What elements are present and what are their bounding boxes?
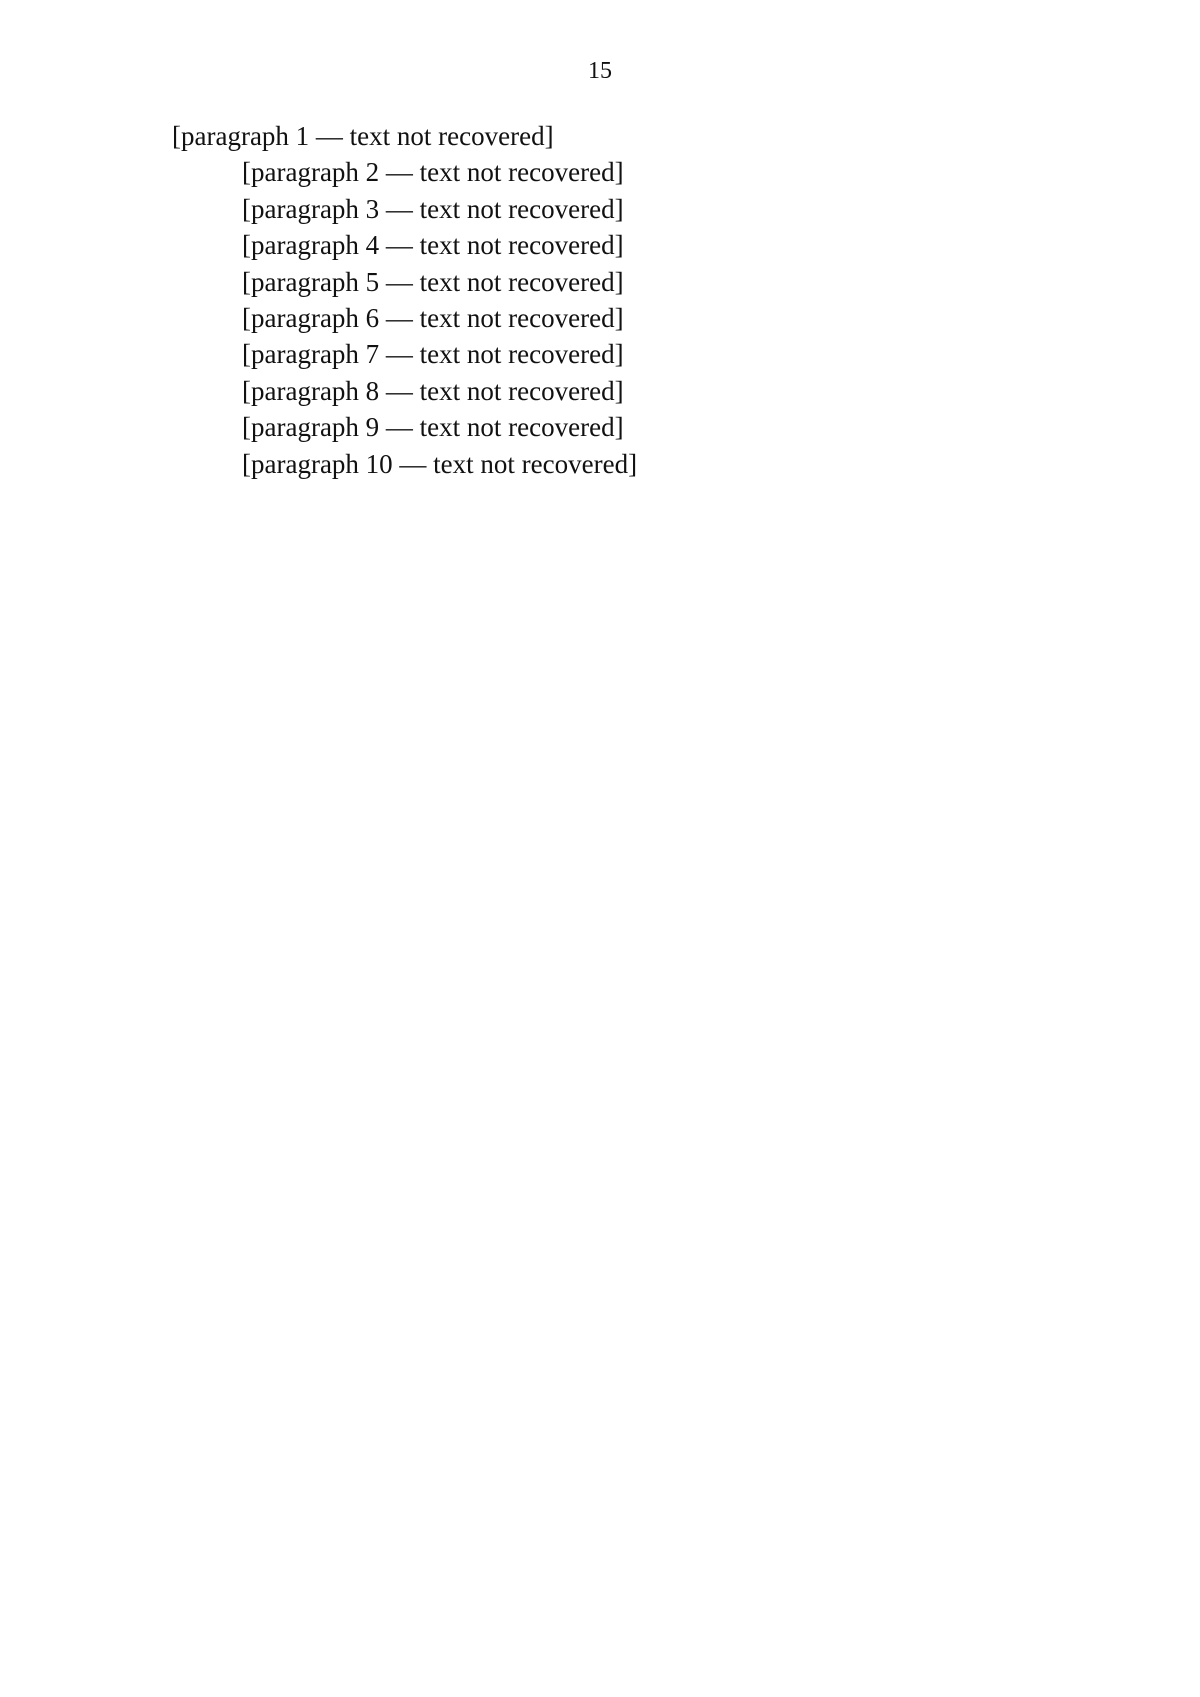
paragraph-item-9: [paragraph 3 — text not recovered] — [242, 193, 624, 224]
paragraph-continuation: [paragraph 1 — text not recovered] — [172, 121, 554, 151]
paragraph-2-18: [paragraph 10 — text not recovered] — [242, 448, 638, 479]
paragraph-2-15: [paragraph 7 — text not recovered] — [242, 339, 624, 370]
document-body — [172, 118, 1116, 482]
paragraph-item-11: [paragraph 5 — text not recovered] — [242, 266, 624, 297]
paragraph-2-17: [paragraph 9 — text not recovered] — [242, 412, 624, 443]
paragraph-item-8: [paragraph 2 — text not recovered] — [242, 157, 624, 188]
paragraph-2-16: [paragraph 8 — text not recovered] — [242, 375, 624, 406]
paragraph-item-12: [paragraph 6 — text not recovered] — [242, 303, 624, 334]
paragraph-item-10: [paragraph 4 — text not recovered] — [242, 230, 624, 261]
page-number: 15 — [588, 58, 612, 84]
